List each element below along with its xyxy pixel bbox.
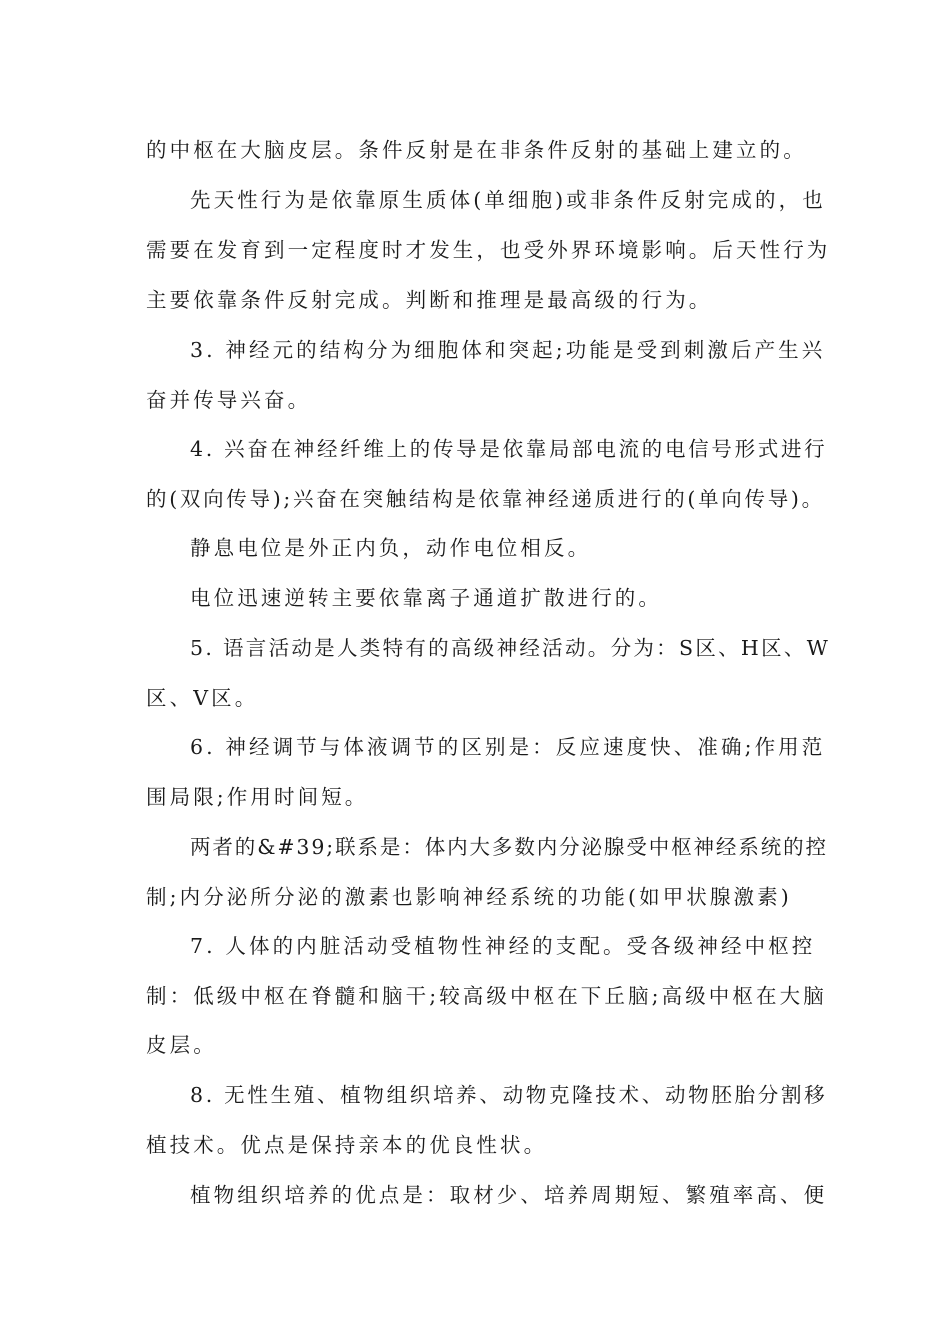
text-line: 先天性行为是依靠原生质体(单细胞)或非条件反射完成的，也 [190, 188, 826, 212]
text-line: 3. 神经元的结构分为细胞体和突起;功能是受到刺激后产生兴 [190, 338, 826, 362]
text-line: 区、V区。 [146, 686, 259, 710]
text-line: 植技术。优点是保持亲本的优良性状。 [146, 1133, 548, 1157]
text-line: 奋并传导兴奋。 [146, 388, 312, 412]
text-line: 静息电位是外正内负，动作电位相反。 [190, 536, 592, 560]
text-line: 皮层。 [146, 1033, 217, 1057]
text-line: 植物组织培养的优点是：取材少、培养周期短、繁殖率高、便 [190, 1183, 828, 1207]
text-line: 围局限;作用时间短。 [146, 785, 369, 809]
text-line: 的(双向传导);兴奋在突触结构是依靠神经递质进行的(单向传导)。 [146, 487, 825, 511]
text-line: 制：低级中枢在脊髓和脑干;较高级中枢在下丘脑;高级中枢在大脑 [146, 984, 827, 1008]
text-line: 主要依靠条件反射完成。判断和推理是最高级的行为。 [146, 288, 713, 312]
text-line: 4. 兴奋在神经纤维上的传导是依靠局部电流的电信号形式进行 [190, 437, 828, 461]
text-line: 的中枢在大脑皮层。条件反射是在非条件反射的基础上建立的。 [146, 138, 807, 162]
text-line: 6. 神经调节与体液调节的区别是：反应速度快、准确;作用范 [190, 735, 826, 759]
text-line: 需要在发育到一定程度时才发生，也受外界环境影响。后天性行为 [146, 238, 831, 262]
text-line: 5. 语言活动是人类特有的高级神经活动。分为：S区、H区、W [190, 636, 831, 660]
text-line: 制;内分泌所分泌的激素也影响神经系统的功能(如甲状腺激素) [146, 885, 792, 909]
text-line: 8. 无性生殖、植物组织培养、动物克隆技术、动物胚胎分割移 [190, 1083, 828, 1107]
text-line: 电位迅速逆转主要依靠离子通道扩散进行的。 [190, 586, 662, 610]
text-line: 两者的&#39;联系是：体内大多数内分泌腺受中枢神经系统的控 [190, 835, 828, 859]
text-line: 7. 人体的内脏活动受植物性神经的支配。受各级神经中枢控 [190, 934, 816, 958]
